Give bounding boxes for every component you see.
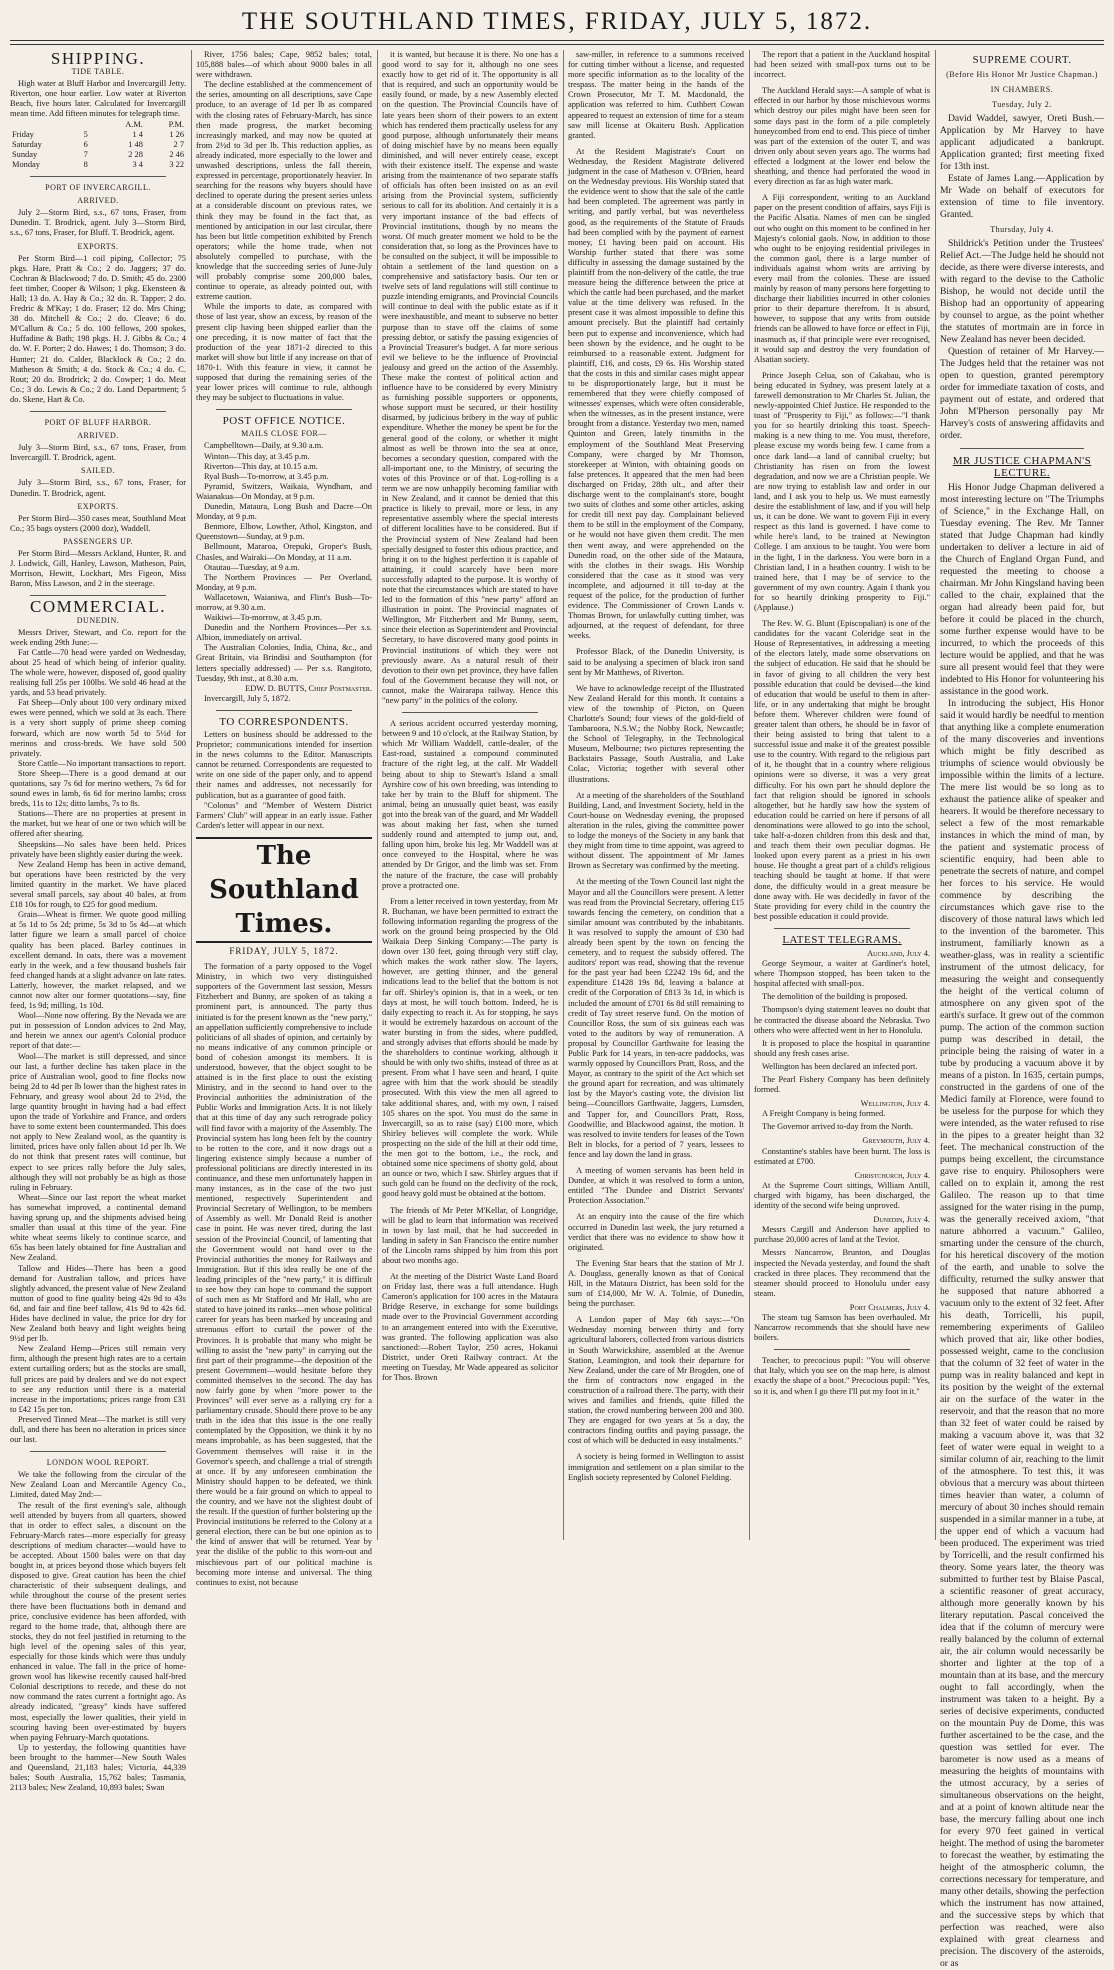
- news-paragraph: A society is being formed in Wellington to assist immigration and settlement on a plan similar to the English society represented by Colonel Fielding.: [568, 1452, 744, 1482]
- table-row: Monday 8 3 4 3 22: [12, 159, 184, 169]
- commercial-heading: COMMERCIAL.: [30, 597, 166, 617]
- commercial-paragraph: Store Sheep—There is a good demand at our quotations, say 7s 6d for merino wethers, 7s 6d for sound ewes in lamb, 6s 6d for merino lambs; cross breds, 11s to 12s; ditto lambs, 7s to 8s.: [10, 768, 186, 809]
- wool-continued: The decline established at the commencement of the series, amounting on all descriptions, save Cape produce, to an average of 1d per lb as compared with the closing rates of February-March, has since then made progress, the market becoming increasingly marked, and may now be quoted at from 2½d to 3d per lb. This reduction applies, as already indicated, more especially to the lower and unwashed descriptions, unless the fall therein, expressed in percentage, proportionately heavier. In searching for the reasons why buyers should have declined to operate during the present series unless at a considerable discount on previous rates, we think they may be found in the fact that, as mentioned by anticipation in our last circular, there has been but little competition exhibited by French operators; while the home trade, when not absolutely compelled to purchase, with the knowledge that the succeeding series of June-July will probably comprise some 200,000 bales, continue to operate, as already pointed out, with extreme caution.: [196, 80, 372, 302]
- mail-line: Winton—This day, at 3.45 p.m.: [204, 451, 310, 461]
- tide-table: [10, 120, 186, 170]
- section-divider: [216, 710, 352, 711]
- news-paragraph: At the meeting of the District Waste Land Board on Friday last, there was a full attendance. Hugh Cameron's application for 100 acres in the Mataura Bridge Reserve, in exchange for some buildings made over to the Provincial Government according to an arrangement entered into with the Executive, was granted. The following application was also sanctioned:—Robert Taylor, 250 acres, Hokanui District, under Oreti Railway contract. At the meeting on Tuesday, Mr Wade appeared as solicitor for Thos. Brown: [382, 1272, 558, 1382]
- table-row: Sunday 7 2 28 2 46: [12, 149, 184, 159]
- telegram-place: Port Chalmers, July 4.: [849, 1302, 930, 1312]
- correspondents-paragraph: "Colonus" and "Member of Western District Farmers' Club" will appear in an early issue. Father Carden's letter will appear in our next.: [196, 800, 372, 830]
- court-paragraph: Question of retainer of Mr Harvey.—The Judges held that the retainer was not open to question, granted peremptory order for immediate taxation of costs, and payment out of estate, and ordered that John M'Pherson personally pay Mr Harvey's costs of answering affidavits and order.: [940, 346, 1104, 441]
- mail-line: Dunedin, Mataura, Long Bush and Dacre—On Monday, at 9 p.m.: [196, 502, 372, 522]
- news-paragraph: At an enquiry into the cause of the fire which occurred in Dunedin last week, the jury returned a verdict that there was no evidence to show how it originated.: [568, 1212, 744, 1252]
- mail-line: Bellmount, Mararoa, Orepuki, Groper's Bush, Chasles, and Wairaki—On Monday, at 11 a.m.: [196, 542, 372, 562]
- court-paragraph: David Waddel, sawyer, Oreti Bush.—Application by Mr Harvey to have applicant adjudicated a bankrupt. Application granted; first meeting fixed for 13th inst.: [940, 113, 1104, 172]
- telegram-item: Thompson's dying statement leaves no doubt that he contracted the disease aboard the Nebraska. Two others who were affected went in her to Honolulu.: [754, 1005, 930, 1035]
- news-paragraph: The Evening Star hears that the station of Mr J. A. Douglass, generally known as that of Conical Hill, in the Mataura District, has been sold for the sum of £14,000, Mr W. A. Tolmie, of Dunedin, being the purchaser.: [568, 1258, 744, 1309]
- port-bluff-sailed: July 3—Storm Bird, s.s., 67 tons, Fraser, for Dunedin. T. Brodrick, agent.: [10, 478, 186, 498]
- port-invercargill-arrived: July 2—Storm Bird, s.s., 67 tons, Fraser, from Dunedin. T. Brodrick, agent. July 3—Storm Bird, s.s., 67 tons, Fraser, for Bluff. T. Brodrick, agent.: [10, 208, 186, 238]
- port-invercargill-heading: PORT OF INVERCARGILL.: [45, 183, 151, 193]
- news-paragraph: At the Resident Magistrate's Court on Wednesday, the Resident Magistrate delivered judgment in the case of Matheson v. O'Brien, heard on the Wednesday previous. His Worship stated that the evidence went to show that the sale of the cattle had been completed. The agreement was partly in writing, and partly verbal, but was nevertheless good, as the requirements of the Statute of Frauds had been complied with by the payment of earnest money, £1 having been paid on account. His Worship further stated that there was some difficulty in assessing the damage sustained by the plaintiff from the non-delivery of the cattle, the true measure being the difference between the price at which the cattle had been purchased, and the market value at the time delivery was refused. In the present case it was almost impossible to define this amount precisely. But the plaintiff had certainly been put to expense and inconvenience, which had been shown by the evidence, and he ought to be reimbursed to a reasonable extent. Judgment for plaintiff, £16, and costs, £9 6s. His Worship stated that the costs in this and similar cases might appear to be disproportionately large, but it must be remembered that they were chiefly composed of witnesses' expenses, which were often considerable, when the witnesses, as in the present instance, were brought from a distance. Yesterday two men, named Quinton and Green, lately tinsmiths in the employment of the Southland Meat Preserving Company, were charged by Mr Thomson, storekeeper at Winton, with obtaining goods on false pretences. It appeared that the men had been discharged on Friday, 28th ult., and after their discharge went to the complainant's store, bought two suits of clothes and some other articles, asking for credit till next pay day. Complainant believed them to be still in the employment of the Company, or he would not have given them credit. The men then went away, and were apprehended on the Dunedin road, on the other side of the Mataura, with the clothes in their swags. His Worship considered that the case as it stood was very incomplete, and adjourned it till to-day at the request of the police, for the production of further evidence. The Commissioner of Crown Lands v. Thomas Brown, for unlawfully cutting timber, was adjourned, at the request of defendant, for three weeks.: [568, 146, 744, 641]
- news-paragraph: At a meeting of the shareholders of the Southland Building, Land, and Investment Society, held in the Court-house on Wednesday evening, the proposed alteration in the rules, giving the committee power to lodge the moneys of the Society in any bank that they might from time to time appoint, was agreed to without dissent. The appointment of Mr James Brown as Secretary was confirmed by the meeting.: [568, 790, 744, 871]
- wool-report-heading: LONDON WOOL REPORT.: [46, 1458, 150, 1468]
- news-paragraph: The report that a patient in the Auckland hospital had been seized with small-pox turns out to be incorrect.: [754, 50, 930, 80]
- section-divider: [30, 411, 166, 412]
- telegram-item: Constantine's stables have been burnt. The loss is estimated at £700.: [754, 1146, 930, 1166]
- section-divider: [960, 448, 1084, 449]
- shipping-heading: SHIPPING.: [50, 49, 146, 68]
- court-date: Thursday, July 4.: [990, 225, 1054, 234]
- mail-line: Otautau—Tuesday, at 9 a.m.: [204, 562, 300, 572]
- column-six: [940, 50, 1104, 1969]
- port-bluff-arrived: July 3—Storm Bird, s.s., 67 tons, Fraser, from Invercargill. T. Brodrick, agent.: [10, 443, 186, 463]
- commercial-paragraph: Sheepskins—No sales have been held. Prices privately have been slightly easier during the week.: [10, 839, 186, 859]
- supreme-court-sub: (Before His Honor Mr Justice Chapman.): [946, 70, 1098, 79]
- anecdote: Teacher, to precocious pupil: "You will observe that Italy, which you see on the map here, is almost exactly the shape of a boot." Precocious pupil: "Yes, so it is, and when I go there I'll put my foot in it.": [754, 1356, 930, 1396]
- news-paragraph: At the meeting of the Town Council last night the Mayor and all the Councillors were present. A letter was read from the Provincial Secretary, offering £15 towards fencing the cemetery, on condition that a similar amount was contributed by the inhabitants. It was resolved to supply the amount of £30 had already been spent by the town on fencing the cemetery, and to request the subsidy offered. The auditors' report was read, showing that the revenue for the past year had been £2242 19s 6d, and the expenditure £1428 19s 8d, leaving a balance at credit of the Corporation of £813 3s 1d, in which is included the amount of £701 6s 8d still remaining to credit of Tay street reserve fund. On the motion of Councillor Ross, the sum of six guineas each was voted to the auditors by way of remuneration. A proposal by Councillor Garthwaite for leasing the Public Park for 14 years, in ten-acre paddocks, was warmly opposed by Councillors Pratt, Ross, and the Mayor, as contrary to the spirit of the Act which set the ground apart for recreation, and was ultimately lost by the Mayor's casting vote, the division list being—Councillors Garthwaite, Jaggers, Lumsden, and Tapper for, and Councillors Pratt, Ross, Goodwillie, and Blackwood against, the motion. It was resolved to invite tenders for leases of the Town Belt in blocks, for a period of 7 years, lessees to fence and lay down the land in grass.: [568, 877, 744, 1159]
- telegram-item: Messrs Nancarrow, Brunton, and Douglas inspected the Nevada yesterday, and found the shaft cracked in three places. They recommend that the steamer should proceed to Honolulu under easy steam.: [754, 1248, 930, 1298]
- column-divider: [935, 50, 936, 1540]
- section-divider: [216, 409, 352, 410]
- mail-line: Dunedin and the Northern Provinces—Per s.s. Albion, immediately on arrival.: [196, 623, 372, 643]
- commercial-paragraph: Wool—The market is still depressed, and since our last, a further decline has taken place in the price of Australian wool, good to fine flocks now being 2d to 4d per lb lower than the highest rates in February, and greasy wool about 2d to 2½d, the large quantity brought in having had a bad effect upon the trade of Yorkshire and France, and orders have to some extent been countermanded. This does not apply to New Zealand wool, as the quantity is limited, prices have only fallen about 1d per lb. We do not think that present rates will continue, but expect to see prices rally before the July sales, although they will not probably be as high as those ruling in February.: [10, 1051, 186, 1192]
- wool-paragraph: We take the following from the circular of the New Zealand Loan and Mercantile Agency Co., Limited, dated May 2nd:—: [10, 1470, 186, 1500]
- commercial-paragraph: New Zealand Hemp has been in active demand, but operations have been restricted by the very limited quantity in the market. We have placed several small parcels, say about 40 bales, at from £18 10s for rough, to £25 for good medium.: [10, 859, 186, 910]
- mail-line: Waikiwi—To-morrow, at 3.45 p.m.: [204, 613, 322, 623]
- mail-line: The Northern Provinces — Per Overland, Monday, at 9 p.m.: [196, 572, 372, 592]
- leader-continued: it is wanted, but because it is there. No one has a good word to say for it, although no one sees exactly how to get rid of it. The opportunity is all that is required, and such an opportunity would be easily found, or made, by a new Assembly elected on the question. The Provincial Councils have of late years been shorn of their powers to an extent which has rendered them practically useless for any good purpose, although unfortunately their means of doing mischief have by no means been equally diminished, and will never entirely cease, except with their existence itself. The expense and waste arising from the maintenance of two separate staffs of officials has often been insisted on as an evil arising from the Provincial system, sufficiently serious to call for its abolition. And certainly it is a very important instance of the bad effects of Provincial institutions, though by no means the worst. Of much greater moment we hold to be the consideration that, so long as the Provinces have to be consulted on the subject, it will be impossible to obtain a settlement of the land question on a comprehensive and satisfactory basis. Our ten or twelve sets of land regulations will still continue to puzzle intending emigrants, and Provincial Councils will continue to deal with the public estate as if it were inexhaustible, and meant to subserve no better purpose than to stave off the claims of some pressing debtor, or satisfy the passing exigencies of a Provincial Treasurer's budget. A far more serious evil we believe to be the influence of Provincial jealousy and greed on the action of the Assembly. These make the contest of political action and influence have to be considered by every Ministry as furnishing possible supporters or opponents, whose support must be secured, or their hostility disarmed, by judicious bribery in the way of public expenditure. Whether the money be spent be for the general good of the colony, or whether it might almost as well be thrown into the sea at once, becomes a secondary question, compared with the all-important one, to the Ministry, of securing the votes of this Province or of that. Log-rolling is a term we are now unhappily becoming familiar with in New Zealand, and it cannot be denied that this practice is likely to prevail, more or less, in any representative assembly where the special interests of different localities have to be considered. But if the Provincial system of New Zealand had been specially designed to foster this odious practice, and bring it on to the highest perfection it is capable of attaining, it could scarcely have been more successfully adapted to the purpose. It is worthy of note that the circumstances which are stated to have led to the formation of this "new party" afford an illustration in point. The Provincial magnates of Wellington, Mr Fitzherbert and Mr Bunny, seem, since their election as Superintendent and Provincial Secretary, to have discovered many good points in Provincial institutions of which they were not previously aware. As a natural result of their devotion to their own pet province, they have fallen foul of the Government because they will not, or cannot, make the Wairarapa railway. Hence this "new party" in the politics of the colony.: [382, 50, 558, 705]
- post-office-date: Invercargill, July 5, 1872.: [204, 693, 291, 703]
- telegram-item: The steam tug Samson has been overhauled. Mr Nancarrow recommends that she should have new boilers.: [754, 1312, 930, 1343]
- commercial-paragraph: Fat Sheep—Only about 100 very ordinary mixed ewes were penned, which we sold at 3s each. There is a very short supply of prime sheep coming forward, which are now worth 5d to 5½d for merinos and cross-breds. We have sold 500 privately.: [10, 698, 186, 758]
- post-office-subheading: MAILS CLOSE FOR—: [241, 429, 327, 439]
- commercial-paragraph: Messrs Driver, Stewart, and Co. report for the week ending 29th June:—: [10, 627, 186, 647]
- wool-continued: River, 1756 bales; Cape, 9852 bales; total, 105,888 bales—of which about 9000 bales in all were withdrawn.: [196, 50, 372, 80]
- commercial-paragraph: Wheat—Since our last report the wheat market has somewhat improved, a continental demand having sprung up, and the shipments advised being smaller than usual at this time of the year. Fine white wheat seems likely to continue scarce, and 65s has been lately obtained for fine Australian and New Zealand.: [10, 1192, 186, 1263]
- telegrams-heading: LATEST TELEGRAMS.: [782, 933, 902, 946]
- wool-paragraph: Up to yesterday, the following quantities have been brought to the hammer—New South Wales and Queensland, 21,183 bales; Victoria, 44,339 bales; South Australia, 15,762 bales; Tasmania, 2113 bales; New Zealand, 10,893 bales; Swan: [10, 1742, 186, 1793]
- table-row: Friday 5 1 4 1 26: [12, 129, 184, 139]
- telegram-item: It is proposed to place the hospital in quarantine should any fresh cases arise.: [754, 1038, 930, 1058]
- tide-col-pm: P.M.: [168, 119, 184, 129]
- telegram-place: Christchurch, July 4.: [854, 1170, 930, 1180]
- court-paragraph: Estate of James Lang.—Application by Mr Wade on behalf of executors for extension of time to file inventory. Granted.: [940, 173, 1104, 220]
- tide-col-am: A.M.: [125, 119, 143, 129]
- mail-line: Pyramid, Switzers, Waikaia, Wyndham, and Waianakua—On Monday, at 9 p.m.: [196, 481, 372, 501]
- arrived-label: ARRIVED.: [77, 196, 119, 206]
- column-four: [568, 50, 744, 1540]
- sailed-label: SAILED.: [81, 466, 115, 476]
- section-divider: [30, 1451, 166, 1452]
- masthead-title: THE SOUTHLAND TIMES, FRIDAY, JULY 5, 1872.: [241, 8, 873, 35]
- commercial-paragraph: Preserved Tinned Meat—The market is still very dull, and there has been no alteration in prices since our last.: [10, 1414, 186, 1445]
- news-paragraph: A Fiji correspondent, writing to an Auckland paper on the present condition of affairs, says Fiji is the Pacific Alsatia. Names of men can be singled out who ought on this moment to be confined in her Majesty's colonial gaols. Now, in addition to those who ought to be enjoying residential privileges in the common gaol, there is a large number of individuals against whom writs are arriving by every mail from the colonies. These are issued mainly by reason of many persons here forgetting to discharge their liabilities incurred in other colonies prior to their departure therefrom. It is absurd, however, to suppose that any writs from outside friends can be allowed to have force or effect in Fiji, inasmuch as, if that principle were ever recognised, it would sap and destroy the very foundation of Alsatian society.: [754, 193, 930, 364]
- column-divider: [749, 50, 750, 1540]
- telegrams-list: [754, 949, 930, 1343]
- masthead-rule-lower: [10, 44, 1104, 45]
- news-paragraph: The Auckland Herald says:—A sample of what is effected in our harbor by those mischievous worms which destroy our piles might have been seen for some days past in the form of a pile completely honeycombed from end to end. This piece of timber was part of the extension of the outer T, and was driven only about seven years ago. The worms had effected a lodgment at the lower end below the sheathing, and thence had perforated the wood in every direction as far as high water mark.: [754, 86, 930, 187]
- commercial-subheading: DUNEDIN.: [76, 615, 120, 625]
- news-paragraph: A serious accident occurred yesterday morning, between 9 and 10 o'clock, at the Railway Station, by which Mr William Waddell, cattle-dealer, of the East-road, sustained a compound comminuted fracture of the right leg, at the calf. Mr Waddell being about to ship to Stewart's Island a small Ayrshire cow of his own breeding, was intending to take her by train to the Bluff for shipment. The animal, being an unusually quiet beast, was easily got into the break van of the guard, and Mr Waddell was about making her fast, when she turned suddenly round and attempted to jump out, and, falling upon him, broke his leg. Mr Waddell was at once conveyed to the Hospital, where he was attended by Dr Grigor, and the limb was set. From the nature of the fracture, the case will probably prove a protracted one.: [382, 719, 558, 890]
- newspaper-nameplate: The Southland Times.: [196, 837, 372, 943]
- port-bluff-exports: Per Storm Bird—350 cases meat, Southland Meat Co.; 35 bags oysters (2000 doz), Waddell.: [10, 513, 186, 533]
- post-office-heading: POST OFFICE NOTICE.: [222, 415, 346, 428]
- editorial-dateline: FRIDAY, JULY 5, 1872.: [229, 945, 339, 956]
- news-paragraph: A meeting of women servants has been held in Dundee, at which it was resolved to form a union, entitled "The Dundee and District Servants' Protection Association.": [568, 1166, 744, 1206]
- column-five: [754, 50, 930, 1540]
- commercial-paragraph: Grain—Wheat is firmer. We quote good milling at 5s 1d to 5s 2d; prime, 5s 3d to 5s 4d—at which latter figure we learn a small parcel of choice quality has been placed. Barley continues in excellent demand. In oats, there was a movement early in the week, and a few thousand bushels fair feed changed hands at a slight advance on late rates. Latterly, however, the market relapsed, and we cannot now alter our former quotations—say, fine feed, 1s 9d; milling, 1s 10d.: [10, 910, 186, 1011]
- supreme-court-heading: SUPREME COURT.: [972, 54, 1072, 66]
- postmaster-signature: EDW. D. BUTTS, Chief Postmaster.: [245, 683, 372, 693]
- news-paragraph: A London paper of May 6th says:—"On Wednesday morning between thirty and forty agricultural laborers, collected from various districts in South Warwickshire, assembled at the Avenue Station, Leamington, and took their departure for New Zealand, under the care of Mr Brogden, one of the firm of contractors now engaged in the construction of a railroad there. The party, with their wives and families and friends, quite filled the station, the crowd numbering between 200 and 300. They are engaged for two years at 5s a day, the contractors finding outfits and paying passage, the cost of which will be deducted in easy instalments.": [568, 1315, 744, 1446]
- telegram-item: Messrs Cargill and Anderson have applied to purchase 20,000 acres of land at the Teviot.: [754, 1225, 930, 1245]
- port-invercargill-exports: Per Storm Bird—1 coil piping, Collector; 75 pkgs. Hare, Pratt & Co.; 2 do. Jaggers; 37 do. Cochran & Blackwood; 7 do. D. Smith; 45 do. 2300 feet timber, Cooper & Wilson; 1 pkg. Ekensteen & Hall; 13 do. A. Hay & Co.; 32 do. R. Tapper; 2 do. Fredric & M'Kay; 1 do. Fraser; 12 do. Mrs Ching; 38 do. Mitchell & Co.; 2 do. Cleave; 6 do. M'Callum & Co.; 5 do. 100 fellows, 200 spokes, Huffadine & Bath; 198 pkgs. H. J. Gibbs & Co.; 4 do. W. F. Porter; 2 do. Hawes; 1 do. Thomson; 3 do. Hunter; 21 do. Calder, Blacklock & Co.; 2 do. Matheson & Smith; 4 do. Stock & Co.; 4 do. C. Rout; 20 do. Brodrick; 2 do. Cowper; 1 do. Meat Co.; 3 do. Lewis & Co.; 2 do. Land Department; 5 do. Skene, Hart & Co.: [10, 253, 186, 404]
- section-divider: [774, 1349, 910, 1350]
- news-paragraph: saw-miller, in reference to a summons received for cutting timber without a license, and requested more specific information as to the locality of the trespass. The matter being in the hands of the Crown Prosecutor, Mr T. M. Macdonald, the application was referred to him. Cuthbert Cowan appeared to request an extension of time for a steam saw mill license at Okaiteru Bush. Application granted.: [568, 50, 744, 140]
- news-paragraph: Professor Black, of the Dunedin University, is said to be analysing a specimen of black iron sand sent by Mr Matthews, of Riverton.: [568, 647, 744, 677]
- port-bluff-passengers: Per Storm Bird—Messrs Ackland, Hunter, R. and J. Lodwick, Gill, Hanley, Lawson, Matheson, Pain, Morrison, Hewitt, Lockhart, Mrs Figeon, Miss Baron, Miss Lawson, and 2 in the steerage.: [10, 549, 186, 589]
- section-divider: [30, 595, 166, 596]
- exports-label: EXPORTS.: [77, 501, 119, 511]
- column-two: [196, 50, 372, 1587]
- lecture-heading: MR JUSTICE CHAPMAN'S LECTURE.: [952, 455, 1092, 479]
- commercial-paragraph: Stations—There are no properties at present in the market, but we hear of one or two which will be offered after shearing.: [10, 809, 186, 839]
- telegram-place: Wellington, July 4.: [860, 1099, 930, 1109]
- court-date: Tuesday, July 2.: [992, 100, 1052, 109]
- port-bluff-heading: PORT OF BLUFF HARBOR.: [44, 418, 152, 427]
- commercial-paragraph: Wool—None now offering. By the Nevada we are put in possession of London advices to 2nd May, and herein we annex our agent's Colonial produce report of that date:—: [10, 1011, 187, 1051]
- table-row: Saturday 6 1 48 2 7: [12, 139, 184, 149]
- telegram-item: A Freight Company is being formed.: [762, 1109, 886, 1119]
- telegram-item: Wellington has been declared an infected port.: [762, 1061, 918, 1071]
- arrived-label: ARRIVED.: [77, 431, 119, 441]
- telegram-place: Auckland, July 4.: [867, 948, 930, 958]
- news-paragraph: We have to acknowledge receipt of the Illustrated New Zealand Herald for this month. It contains a view of the township of Picton, on Queen Charlotte's Sound; four views of the gold-field of Tambaroora, N.S.W.; the Nobby Rock, Newcastle; the School of Telegraphy, in the Technological Museum, Melbourne; two pictures representing the Backstairs Passage, South Australia, and Lake Colac, Victoria; together with several other illustrations.: [568, 683, 744, 784]
- section-divider: [774, 928, 910, 929]
- exports-label: EXPORTS.: [77, 241, 119, 251]
- telegram-item: The Governor arrived to-day from the North.: [762, 1122, 913, 1132]
- tide-intro: High water at Bluff Harbor and Invercargill Jetty. Riverton, one hour earlier. Low water at Riverton Beach, five hours later. Calculated for Invercargill mean time. Add fifteen minutes for telegraph time.: [10, 79, 186, 119]
- news-paragraph: Prince Joseph Celua, son of Cakabau, who is being educated in Sydney, was present lately at a farewell demonstration to Mr Charles St. Julian, the newly-appointed Chief Justice. He responded to the toast of "Prosperity to Fiji," as follows:—"I thank you for so heartily drinking this toast. Speech-making is a new thing to me. You must, therefore, please excuse my words being few. I came from a once dark land—a land of cannibal cruelty; but Christianity has risen on from the lowest degradation, and now we are a Christian people. We are now trying to establish law and order in our land, and I ask you to help us. We must earnestly desire the establishment of law, and if you will help us, it can be done. We want to govern Fiji in every respect as this land is governed. I have come to while here's land, to be trained at Newington College. I am anxious to be taught. You were born in the light, I in the darkness. You were born in a Christian land, I in a heathen country. I wish to be trained here, that I may be of service to the government of my own country. Again I thank you for so heartily drinking prosperity to Fiji." (Applause.): [754, 370, 930, 612]
- mail-line: Wallacetown, Waianiwa, and Flint's Bush—To-morrow, at 9.30 a.m.: [196, 592, 372, 612]
- court-paragraph: Shildrick's Petition under the Trustees' Relief Act.—The Judge held he should not decide, as there were diverse interests, and with regard to the devise to the Catholic Bishop, he would not decide until the Bishop had an opportunity of appearing by counsel to argue, as the point whether the statutes of mortmain are in force in New Zealand has never been decided.: [940, 238, 1104, 345]
- telegram-item: The demolition of the building is proposed.: [762, 992, 908, 1002]
- mail-line: Benmore, Elbow, Lowther, Athol, Kingston, and Queenstown—Sunday, at 9 p.m.: [196, 522, 372, 542]
- column-divider: [563, 50, 564, 1540]
- section-divider: [402, 712, 538, 713]
- section-divider: [30, 176, 166, 177]
- masthead-rule: [10, 40, 1104, 41]
- column-divider: [377, 50, 378, 1540]
- column-three: [382, 50, 558, 1540]
- in-chambers-label: IN CHAMBERS.: [990, 85, 1054, 94]
- commercial-paragraph: Store Cattle—No important transactions to report.: [18, 758, 186, 768]
- mail-line: Campbelltown—Daily, at 9.30 a.m.: [204, 441, 324, 451]
- correspondents-heading: TO CORRESPONDENTS.: [219, 715, 349, 728]
- telegram-place: Dunedin, July 4.: [873, 1215, 930, 1225]
- telegram-item: George Seymour, a waiter at Gardiner's hotel, where Thompson stopped, has been taken to the hospital affected with small-pox.: [754, 959, 930, 989]
- passengers-label: PASSENGERS UP.: [63, 536, 133, 546]
- telegram-place: Greymouth, July 4.: [862, 1136, 930, 1146]
- mail-line: Ryal Bush—To-morrow, at 3.45 p.m.: [204, 471, 329, 481]
- leader-article: The formation of a party opposed to the Vogel Ministry, in which two very distinguished supporters of the Government last session, Messrs Fitzherbert and Bunny, are spoken of as taking a prominent part, is announced. The party thus initiated is for the present known as the "new party," an appellation sufficiently comprehensive to include politicians of all shades of opinion, and certainly by no means indicative of any common principle or bond of cohesion amongst its members. It is understood, however, that the object sought to be attained is in the first place to oust the existing Ministry, and in the second to hand over to the Provincial authorities the administration of the Public Works and Immigration Acts. It is not likely that at this time of day any such retrograde policy will find favor with a majority of the Assembly. The Provincial system has long been felt by the country to be rotten to the core, and it now drags out a lingering existence simply because a number of professional politicians are directly interested in its continuance, and these men unfortunately happen in many instances, as in the case of the two just mentioned, respectively Superintendent and Provincial Secretary of Wellington, to be members of Assembly as well. Mr Donald Reid is another case in point. He was never tired, during the last session of the Provincial Council, of lamenting that the Government would not hand over to the Provincial authorities the money for Railways and Immigration. But if this idea really be one of the leading principles of the "new party," it is difficult to see how they can hope to command the support of such men as Mr Stafford and Mr Hall, who are stated to have joined its ranks—men whose political career for years has been marked by unceasing and strenuous effort to curtail the power of the Provinces. It is probable that many who might be willing to assist the "new party" in carrying out the first part of their programme—the deposition of the present Government—would hesitate before they committed themselves to the second. The day has now fairly gone by when "more power to the Provinces" will ever serve as a rallying cry for a parliamentary crusade. Should there prove to be any truth in the idea that this issue is the one really contemplated by the Opposition, we think it by no means improbable, as has been suggested, that the Government themselves will raise it in the Governor's speech, and challenge a trial of strength at once. If by any unforeseen combination the Ministry should happen to be defeated, we think there would be a fair ground on which to appeal to the country, and we have not the slightest doubt of the result. If the question of further bolstering up the Provincial institutions be referred to the Colony at a general election, there can be but one opinion as to the kind of answer that will be returned. Year by year the dislike of the public to this worn-out and mischievous part of our political machine is becoming more intense and universal. The thing continues to exist, not because: [196, 962, 372, 1587]
- lecture-paragraph: In introducing the subject, His Honor said it would hardly be needful to mention that anything like a complete enumeration of the many discoveries and inventions which might be fitly described as triumphs of science would obviously be impossible within the limits of a lecture. The mere list would be so long as to exhaust the patience alike of speaker and hearers. It would be therefore necessary to select a few of the most remarkable instances in which the mind of man, by the patient and systematic process of scientific enquiry, had been able to penetrate the secrets of nature, and compel her forces to his service. He would commence by describing the circumstances which gave rise to the discovery of those natural laws which led to the invention of the barometer. This instrument, familiarly known as a weather-glass, was in reality a scientific instrument of the utmost delicacy, for measuring the weight and consequently the height of the vertical column of atmosphere on any given spot of the earth's surface. It grew out of the common pump. The action of the common suction pump was described in detail, the principle being the raising of water in a tube by producing a vacuum above it by means of a piston. In 1635, certain pumps, constructed in the gardens of one of the Medici family at Florence, were found to be useless for the purpose for which they were intended, as the water refused to rise in the pipes to a greater height than 32 feet. The mechanical construction of the pumps being excellent, the circumstance gave rise to enquiry. Philosophers were called on to explain it, among the rest Galileo. The reason up to that time assigned for the water rising in the pump, was the generally received axiom, "that nature abhorred a vacuum." Galileo, smarting under the censure of the church, for his heretical discovery of the motion of the earth, and unable to solve the difficulty, returned the sulky answer that he supposed that nature abhorred a vacuum only to the extent of 32 feet. After his death, Torricelli, his pupil, remembering experiments of Galileo which proved that air, like other bodies, possessed weight, came to the conclusion that the column of 32 feet of water in the pump was in reality balanced and kept in its position by the weight of the external air on the surface of the water in the reservoir, and that the reason that no more than 32 feet of water could be raised by making a vacuum above it, was that 32 feet of water were equal in weight to a similar column of air, reaching to the limit of the atmosphere. To test this, it was obvious that a mercury was about thirteen times heavier than water, a column of mercury of about 30 inches should remain suspended in a similar manner in a tube, at the upper end of which a vacuum had been produced. The experiment was tried by Torricelli, and the result confirmed his theory. Some years later, the theory was submitted to further test by Blaise Pascal, a scientific reasoner of great accuracy, although more generally known by his literary reputation. Pascal conceived the idea that if the column of mercury were really balanced by the column of external air, the air column would necessarily be shorter and lighter at the top of a mountain than at its base, and the mercury ought to fall accordingly, when the instrument was taken to a height. By a series of decisive experiments, conducted on the mountain Puy de Dome, this was further ascertained to be the case, and the question was settled for ever. The barometer is now used as a means of measuring the heights of mountains with the utmost accuracy, by a series of simultaneous observations on the height, and at a point of known altitude near the base, the mercury falling about one inch for every 970 feet gained in vertical height. The method of using the barometer to forecast the weather, by estimating the height of the atmospheric column, the corrections necessary for temperature, and many other details, showing the perfection which the instrument has now attained, and the successive steps by which that perfection was reached, were also explained with great clearness and precision. The discovery of the asteroids, or as: [940, 698, 1104, 1969]
- column-divider: [191, 50, 192, 1540]
- news-paragraph: From a letter received in town yesterday, from Mr R. Buchanan, we have been permitted to extract the following information regarding the progress of the work on the ground being prospected by the Old Waikaia Deep Sinking Company:—The party is down over 130 feet, going through very stiff clay, which makes the work rather slow. The layers, however, are getting thinner, and the general indications lead to the belief that the bottom is not far off. Shirley's opinion is, that in a week, or ten days at most, he will touch bottom. Indeed, he is daily expecting to reach it. As for stopping, he says it would be extremely hazardous on account of the water bursting in from the sides, where puddled, and strongly advises that efforts should be made by the shareholders to continue working, although it should be with only two shifts, instead of three as at present. From what I have seen and heard, I quite agree with him that the work should be steadily prosecuted. With this view the men all agreed to take additional shares, and, with my own, I raised 105 shares on the spot. You must do the same in Invercargill, so as to raise (say) £100 more, which Shirley believes will complete the work. While prospecting on the side of the hill at their odd time, the men got to the bottom, i.e., the rock, and obtained some nice specimens of shotty gold, about an ounce or two, which I saw. Shirley argues that if such gold can be found on the declivity of the rock, good heavy gold must be obtained at the bottom.: [382, 896, 558, 1199]
- mail-line: Riverton—This day, at 10.15 a.m.: [204, 461, 318, 471]
- telegram-item: The Pearl Fishery Company has been definitely formed.: [754, 1075, 930, 1095]
- mail-line: The Australian Colonies, India, China, &c., and Great Britain, via Brindisi and Southampton (for letters specially addressed) — Per s.s. Rangitoto, Tuesday, 9th inst., at 8.30 a.m.: [196, 643, 372, 683]
- wool-paragraph: The result of the first evening's sale, although well attended by buyers from all quarters, showed that in order to effect sales, a discount on the February-March rates—more especially for greasy descriptions of medium character—would have to be accepted. About 1500 bales were on that day bought in, at prices beyond those which buyers felt disposed to give. Great caution has been the chief characteristic of their subsequent dealings, and while throughout the course of the present series there have been fluctuations both in demand and price, conclusive evidence has been afforded, with regard to the home trade, that, although there are stocks, they do not feel justified in returning to the high level of the opening sales of this year, especially for those kinds which were thus unduly enhanced in value. The fall in the price of home-grown wool has likewise recently caused half-bred Colonial descriptions to recede, and these do not now command the rates current a fortnight ago. As already indicated, "greasy" kinds have suffered most, especially the lower qualities, their yield in scouring having been over-estimated by buyers when paying February-March quotations.: [10, 1500, 186, 1742]
- commercial-paragraph: Tallow and Hides—There has been a good demand for Australian tallow, and prices have slightly advanced, the present value of New Zealand mutton of good to fine quality being 42s 9d to 43s 6d, and fair and fine beef tallow, 41s 9d to 42s 6d. Hides have declined in value, the price for dry for New Zealand both heavy and light weights being 9½d per lb.: [10, 1263, 186, 1344]
- column-shipping-commercial: [10, 49, 187, 1793]
- lecture-paragraph: His Honor Judge Chapman delivered a most interesting lecture on "The Triumphs of Science," in the Exchange Hall, on Tuesday evening. The Rev. Mr Tanner stated that Judge Chapman had kindly undertaken to deliver a lecture in aid of the Church of England Organ Fund, and requested the meeting to choose a chairman. Mr John Kingsland having been called to the chair, explained that the organ had already been paid for, but before it could be placed in the church, some further expense would have to be incurred, to which the proceeds of this lecture would be applied, and that he was sure all present would feel that they were indebted to His Honor for volunteering his assistance in the good work.: [940, 482, 1104, 697]
- tide-table-heading: TIDE TABLE.: [71, 67, 125, 77]
- news-paragraph: The friends of Mr Peter M'Kellar, of Longridge, will be glad to learn that information was received in town by last mail, that he had succeeded in landing in safety in San Francisco the entire number of the Lincoln rams shipped by him from this port about two months ago.: [382, 1205, 558, 1265]
- wool-continued: While the imports to date, as compared with those of last year, show an excess, by reason of the present clip having been shipped earlier than the one preceding, it is now matter of fact that the production of the year 1871-2 directed to this market will show but little if any increase on that of 1870-1. With this feature in view, it cannot be supposed that during the remaining series of the year lower prices will continue to rule, although they may be subject to fluctuations in value.: [196, 302, 372, 403]
- commercial-paragraph: Fat Cattle—70 head were yarded on Wednesday, about 25 head of which being of inferior quality. The whole were, however, disposed of, good quality realising full 25s per 100lbs. We sold 46 head at the yards, and 53 head privately.: [10, 647, 186, 698]
- commercial-paragraph: New Zealand Hemp—Prices still remain very firm, although the present high rates are to a certain extent curtailing orders; but as the stocks are small, full prices are paid by dealers and we do not expect to see any reduction until there is a material increase in the importations; prices range from £31 to £42 15s per ton.: [10, 1344, 186, 1414]
- news-paragraph: The Rev. W. G. Blunt (Episcopalian) is one of the candidates for the vacant Coleridge seat in the House of Representatives, in addressing a meeting of the electors lately, made some observations on the subject of education. He said that he should be in favor of giving to all children the very best possible education that could be devised—the kind of education that would be useful to them in after-life, or in any undertaking that might be brought before them. Wherever children were found of greater talent than others, he should be in favor of their being assisted to bring that talent to a successful issue and make it of the greatest possible use to the country. With regard to the religious part of it, he thought that in a country where religious opinions were so diverse, it was a very great difficulty. For his own part he should deplore the fact that religion should be ignored in schools altogether, but he hardly saw how the system of education could be carried on here if persons of all denominations were allowed to go into the school, take half-a-dozen children from this desk and that, and teach them their own peculiar dogmas. He looked upon every parent as a priest in his own house. He thought a great part of a child's religious teaching should be taught at home. If that were done, the difficulty would in a great measure be done away with. He was decidedly in favor of the State providing for every child in the country the best possible education it could provide.: [754, 619, 930, 921]
- telegram-item: At the Supreme Court sittings, William Antill, charged with bigamy, has been discharged, the identity of the second wife being unproved.: [754, 1180, 930, 1211]
- correspondents-paragraph: Letters on business should be addressed to the Proprietor; communications intended for insertion in the news columns to the Editor. Manuscripts cannot be returned. Correspondents are requested to write on one side of the paper only, and to append their names and addresses, not necessarily for publication, but as a guarantee of good faith.: [196, 730, 372, 800]
